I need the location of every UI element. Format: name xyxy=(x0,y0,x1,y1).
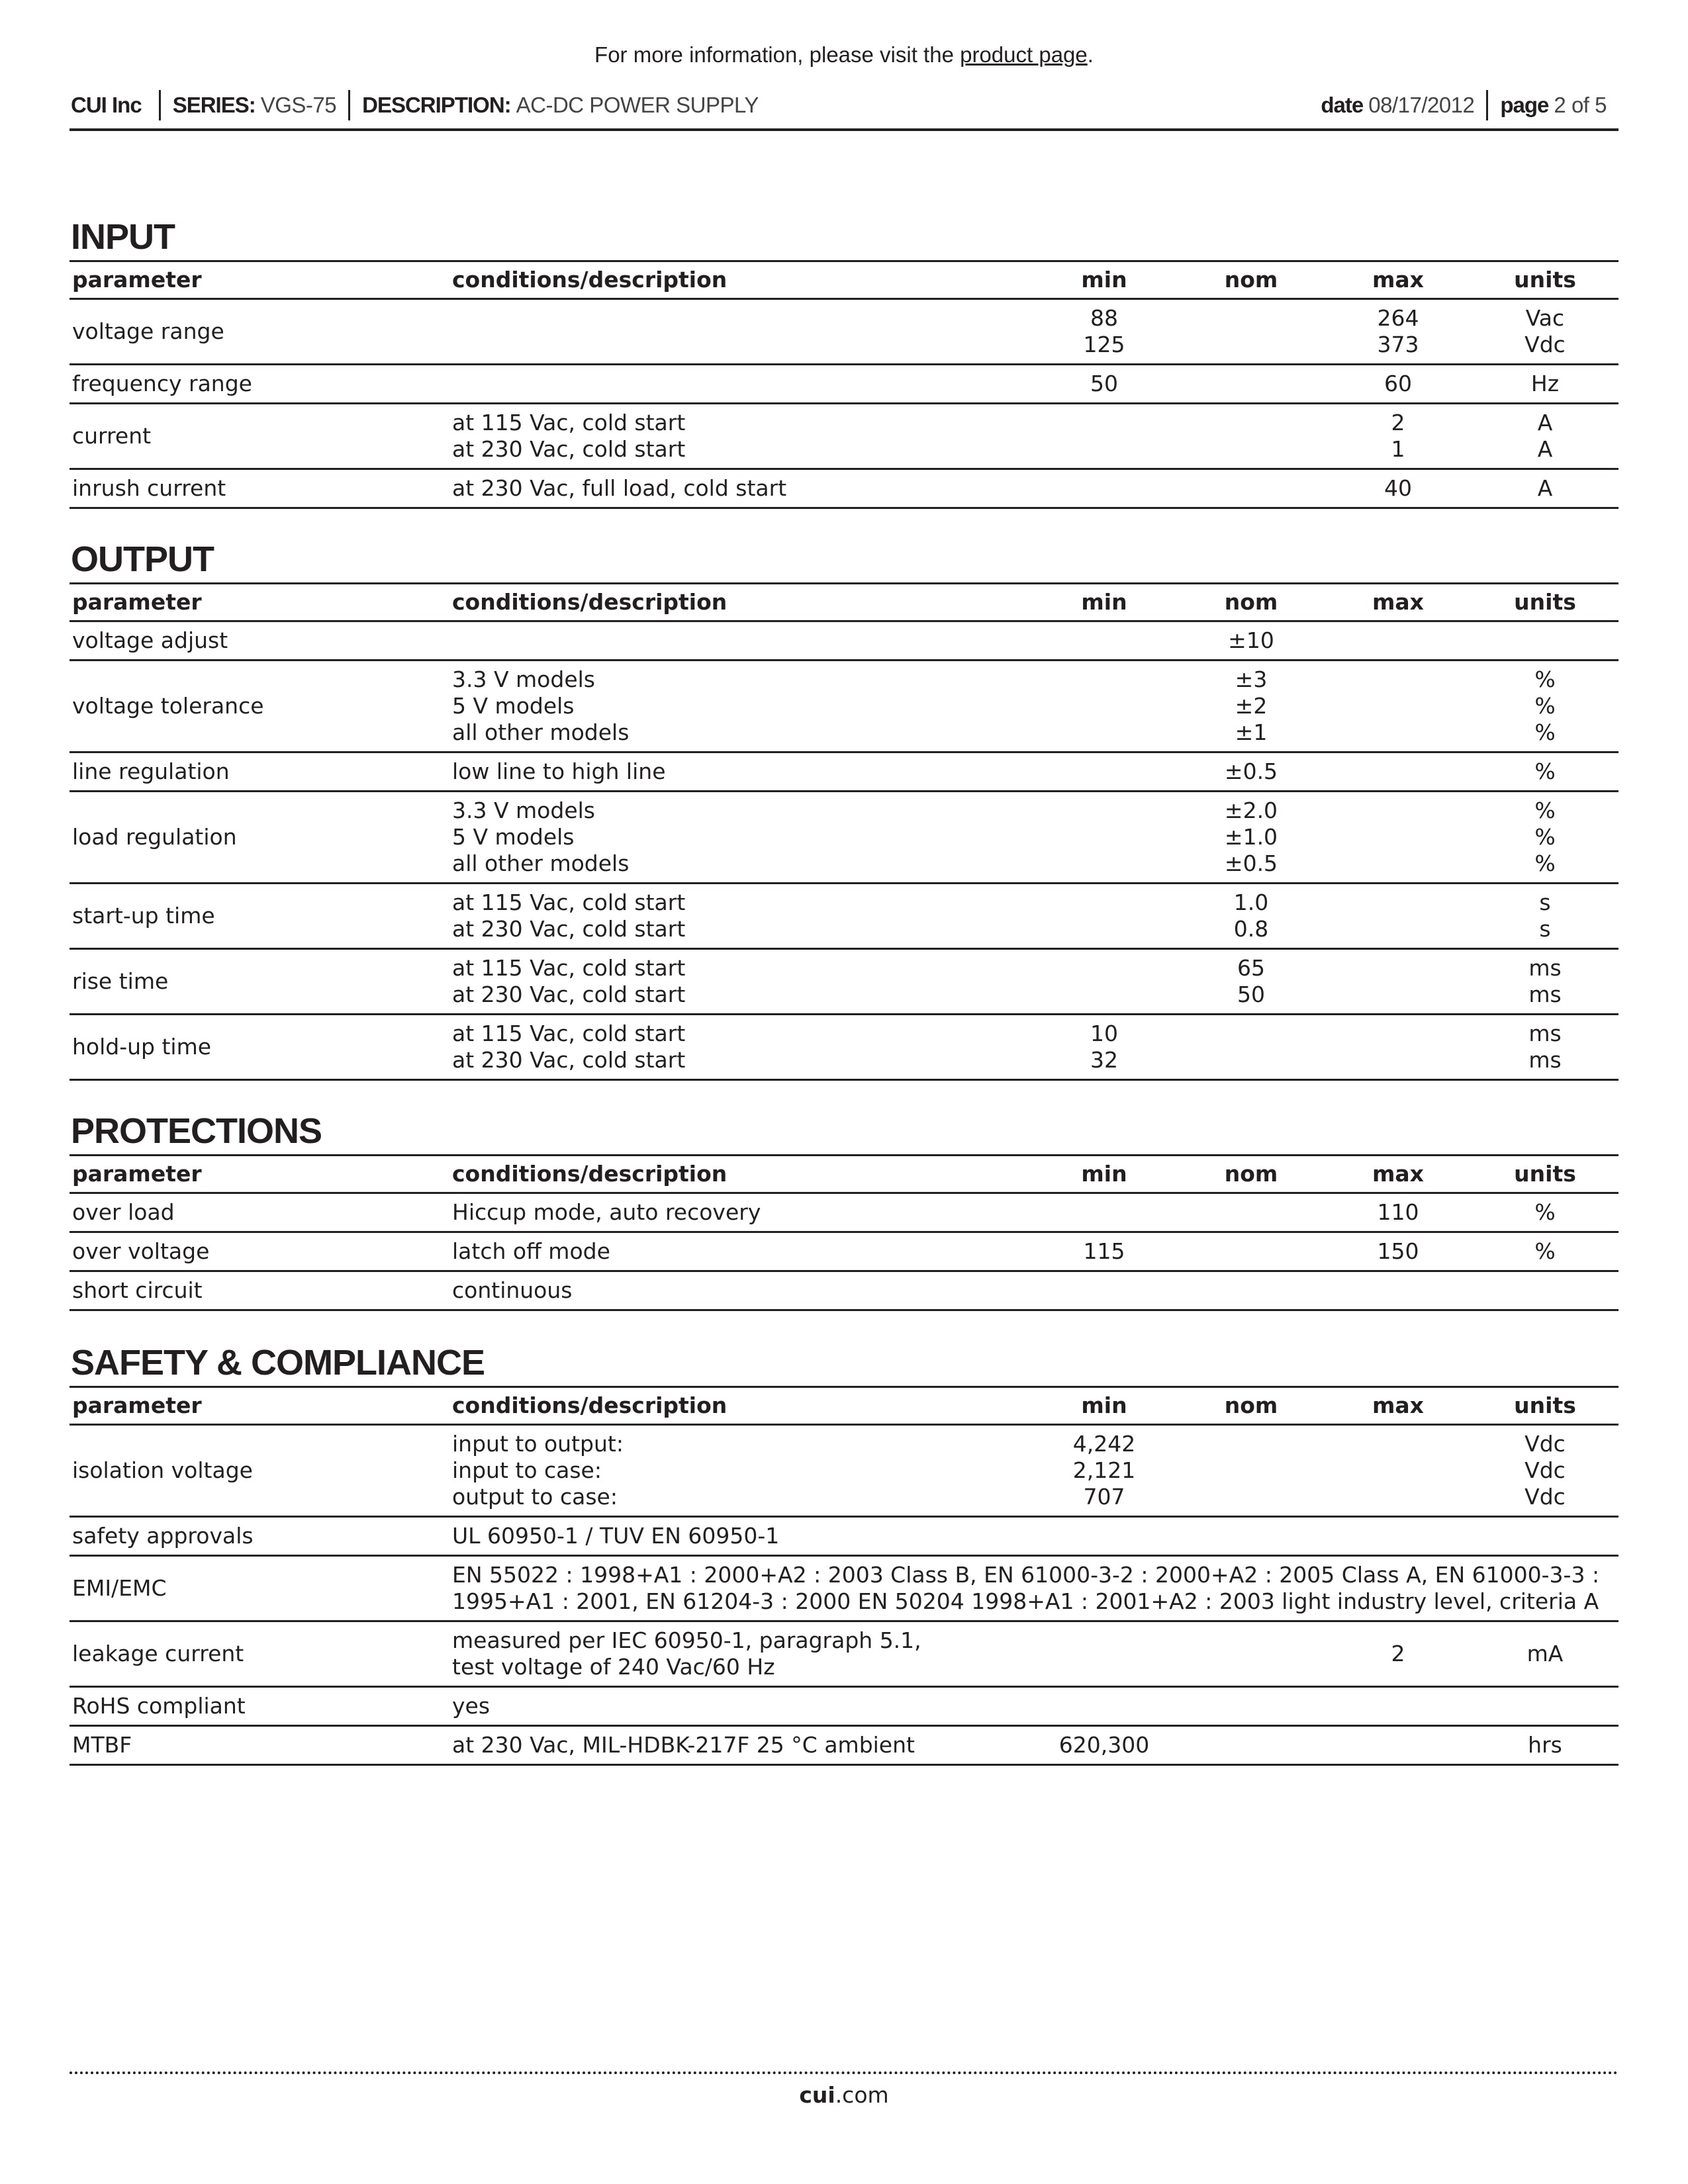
max-cell xyxy=(1325,792,1472,884)
note-text: For more information, please visit the xyxy=(594,42,961,67)
parameter-cell: voltage adjust xyxy=(70,621,449,660)
units-line: % xyxy=(1534,719,1556,745)
column-header-min: min xyxy=(1031,584,1178,621)
parameter-cell: voltage range xyxy=(70,299,449,365)
conditions-cell xyxy=(449,949,1031,1015)
min-cell xyxy=(1031,884,1178,949)
footer-domain: .com xyxy=(835,2082,889,2108)
min-line: 707 xyxy=(1083,1484,1125,1510)
min-cell xyxy=(1031,404,1178,469)
table-row xyxy=(70,1621,1618,1687)
min-cell xyxy=(1031,365,1178,404)
parameter-cell: frequency range xyxy=(70,365,449,404)
parameter-cell: leakage current xyxy=(70,1621,449,1687)
parameter-cell: EMI/EMC xyxy=(70,1556,449,1621)
max-line: 2 xyxy=(1391,1641,1405,1666)
units-line: s xyxy=(1539,889,1551,915)
header-rule xyxy=(70,128,1618,131)
conditions-line: 3.3 V models xyxy=(452,666,595,692)
conditions-line: 5 V models xyxy=(452,824,575,850)
column-header-units: units xyxy=(1472,1387,1618,1425)
conditions-cell xyxy=(449,1556,1618,1621)
column-header-units: units xyxy=(1472,584,1618,621)
nom-cell xyxy=(1178,299,1325,365)
units-cell xyxy=(1472,621,1618,660)
max-cell xyxy=(1325,1621,1472,1687)
nom-line: 65 xyxy=(1237,955,1265,981)
min-cell xyxy=(1031,752,1178,792)
max-cell xyxy=(1325,752,1472,792)
nom-cell xyxy=(1178,792,1325,884)
units-line: % xyxy=(1534,824,1556,850)
conditions-cell xyxy=(449,1687,1031,1726)
column-header-parameter: parameter xyxy=(70,1387,449,1425)
table-row xyxy=(70,660,1618,752)
max-cell xyxy=(1325,469,1472,508)
units-line: Vac xyxy=(1525,305,1565,331)
section-title: PROTECTIONS xyxy=(71,1111,322,1151)
date-value: 08/17/2012 xyxy=(1368,93,1475,117)
column-header-units: units xyxy=(1472,261,1618,299)
column-header-max: max xyxy=(1325,1387,1472,1425)
footer-divider xyxy=(70,2071,1618,2074)
conditions-cell xyxy=(449,792,1031,884)
max-cell xyxy=(1325,949,1472,1015)
units-line: Vdc xyxy=(1524,1484,1566,1510)
units-line: A xyxy=(1537,410,1553,435)
column-header-parameter: parameter xyxy=(70,1156,449,1193)
description-label: DESCRIPTION: xyxy=(362,93,511,117)
column-header-nom: nom xyxy=(1178,1156,1325,1193)
conditions-cell xyxy=(449,752,1031,792)
section-protections xyxy=(70,1111,1618,1311)
max-cell xyxy=(1325,660,1472,752)
nom-line: 50 xyxy=(1237,981,1265,1007)
conditions-cell xyxy=(449,469,1031,508)
max-line: 1 xyxy=(1391,436,1405,462)
parameter-cell: isolation voltage xyxy=(70,1425,449,1517)
section-safety-compliance xyxy=(70,1343,1618,1766)
parameter-cell: current xyxy=(70,404,449,469)
table-row xyxy=(70,1425,1618,1517)
max-cell xyxy=(1325,621,1472,660)
conditions-cell xyxy=(449,884,1031,949)
conditions-cell xyxy=(449,404,1031,469)
units-line: % xyxy=(1534,797,1556,823)
min-line: 50 xyxy=(1090,371,1118,396)
units-cell xyxy=(1472,1193,1618,1232)
min-cell xyxy=(1031,299,1178,365)
nom-cell xyxy=(1178,1271,1325,1310)
parameter-cell: short circuit xyxy=(70,1271,449,1310)
conditions-cell xyxy=(449,621,1031,660)
nom-cell xyxy=(1178,621,1325,660)
conditions-line: measured per IEC 60950-1, paragraph 5.1, xyxy=(452,1627,921,1653)
units-cell xyxy=(1472,1271,1618,1310)
units-line: ms xyxy=(1528,955,1562,981)
nom-line: ±0.5 xyxy=(1224,850,1278,876)
nom-line: ±2 xyxy=(1235,693,1268,719)
nom-cell xyxy=(1178,1687,1325,1726)
column-header-max: max xyxy=(1325,1156,1472,1193)
document-header xyxy=(70,89,1618,122)
conditions-cell xyxy=(449,1015,1031,1080)
table-row xyxy=(70,792,1618,884)
parameter-cell: rise time xyxy=(70,949,449,1015)
nom-cell xyxy=(1178,1425,1325,1517)
column-header-conditions: conditions/description xyxy=(449,261,1031,299)
conditions-line: at 230 Vac, cold start xyxy=(452,1047,686,1073)
page-value: 2 of 5 xyxy=(1554,93,1607,117)
table-header-row xyxy=(70,261,1618,299)
conditions-line: at 115 Vac, cold start xyxy=(452,889,686,915)
conditions-line: UL 60950-1 / TUV EN 60950-1 xyxy=(452,1523,780,1549)
units-cell xyxy=(1472,1232,1618,1271)
parameter-cell: voltage tolerance xyxy=(70,660,449,752)
nom-line: 1.0 xyxy=(1233,889,1269,915)
table-row xyxy=(70,884,1618,949)
min-line: 4,242 xyxy=(1072,1431,1136,1457)
max-cell xyxy=(1325,1232,1472,1271)
max-cell xyxy=(1325,365,1472,404)
table-row xyxy=(70,1271,1618,1310)
units-cell xyxy=(1472,469,1618,508)
conditions-line: continuous xyxy=(452,1277,573,1303)
column-header-conditions: conditions/description xyxy=(449,584,1031,621)
max-line: 264 xyxy=(1377,305,1419,331)
nom-line: 0.8 xyxy=(1233,916,1269,942)
max-cell xyxy=(1325,1687,1472,1726)
max-cell xyxy=(1325,1271,1472,1310)
conditions-line: input to output: xyxy=(452,1431,624,1457)
units-cell xyxy=(1472,1425,1618,1517)
min-cell xyxy=(1031,469,1178,508)
column-header-nom: nom xyxy=(1178,584,1325,621)
units-line: Vdc xyxy=(1524,332,1566,357)
table-row xyxy=(70,299,1618,365)
units-line: % xyxy=(1534,666,1556,692)
min-line: 88 xyxy=(1090,305,1118,331)
series-label: SERIES: xyxy=(172,93,256,117)
units-cell xyxy=(1472,660,1618,752)
parameter-cell: MTBF xyxy=(70,1726,449,1765)
units-cell xyxy=(1472,404,1618,469)
min-cell xyxy=(1031,1517,1178,1556)
spec-table xyxy=(70,1154,1618,1311)
conditions-line: at 230 Vac, full load, cold start xyxy=(452,475,787,501)
description-value: AC-DC POWER SUPPLY xyxy=(516,93,759,117)
column-header-max: max xyxy=(1325,584,1472,621)
min-line: 115 xyxy=(1083,1238,1125,1264)
table-row xyxy=(70,752,1618,792)
min-cell xyxy=(1031,1015,1178,1080)
max-line: 373 xyxy=(1377,332,1419,357)
table-row xyxy=(70,1687,1618,1726)
units-line: Hz xyxy=(1530,371,1560,396)
units-line: A xyxy=(1537,475,1553,501)
section-title: SAFETY & COMPLIANCE xyxy=(71,1343,485,1383)
units-line: % xyxy=(1534,1238,1556,1264)
conditions-cell xyxy=(449,1232,1031,1271)
max-cell xyxy=(1325,1517,1472,1556)
units-line: Vdc xyxy=(1524,1431,1566,1457)
nom-cell xyxy=(1178,660,1325,752)
min-cell xyxy=(1031,1621,1178,1687)
min-cell xyxy=(1031,1271,1178,1310)
conditions-line: at 115 Vac, cold start xyxy=(452,410,686,435)
units-cell xyxy=(1472,1517,1618,1556)
units-line: hrs xyxy=(1528,1732,1562,1758)
units-cell xyxy=(1472,1726,1618,1765)
conditions-line: at 230 Vac, MIL-HDBK-217F 25 °C ambient xyxy=(452,1732,915,1758)
max-line: 150 xyxy=(1377,1238,1419,1264)
min-line: 125 xyxy=(1083,332,1125,357)
column-header-min: min xyxy=(1031,1387,1178,1425)
date xyxy=(1319,90,1486,120)
min-line: 10 xyxy=(1090,1021,1118,1046)
column-header-parameter: parameter xyxy=(70,261,449,299)
conditions-line: at 230 Vac, cold start xyxy=(452,981,686,1007)
nom-line: ±0.5 xyxy=(1224,758,1278,784)
conditions-cell xyxy=(449,1621,1031,1687)
nom-cell xyxy=(1178,884,1325,949)
column-header-nom: nom xyxy=(1178,261,1325,299)
product-page-note xyxy=(0,42,1688,68)
conditions-cell xyxy=(449,1726,1031,1765)
conditions-cell xyxy=(449,660,1031,752)
nom-cell xyxy=(1178,404,1325,469)
nom-line: ±1.0 xyxy=(1224,824,1278,850)
max-cell xyxy=(1325,1193,1472,1232)
section-title: OUTPUT xyxy=(71,539,214,579)
units-line: ms xyxy=(1528,981,1562,1007)
parameter-cell: start-up time xyxy=(70,884,449,949)
table-row xyxy=(70,621,1618,660)
column-header-max: max xyxy=(1325,261,1472,299)
conditions-line: low line to high line xyxy=(452,758,666,784)
column-header-units: units xyxy=(1472,1156,1618,1193)
nom-line: ±3 xyxy=(1235,666,1268,692)
section-title: INPUT xyxy=(71,217,175,257)
column-header-conditions: conditions/description xyxy=(449,1387,1031,1425)
nom-line: ±2.0 xyxy=(1224,797,1278,823)
max-line: 110 xyxy=(1377,1199,1419,1225)
min-cell xyxy=(1031,1687,1178,1726)
parameter-cell: hold-up time xyxy=(70,1015,449,1080)
conditions-line: at 115 Vac, cold start xyxy=(452,955,686,981)
units-line: % xyxy=(1534,1199,1556,1225)
table-row xyxy=(70,1015,1618,1080)
parameter-cell: RoHS compliant xyxy=(70,1687,449,1726)
max-line: 60 xyxy=(1384,371,1412,396)
conditions-line: at 230 Vac, cold start xyxy=(452,436,686,462)
parameter-cell: line regulation xyxy=(70,752,449,792)
max-cell xyxy=(1325,299,1472,365)
table-row xyxy=(70,365,1618,404)
units-cell xyxy=(1472,365,1618,404)
min-cell xyxy=(1031,1193,1178,1232)
conditions-cell xyxy=(449,299,1031,365)
units-line: % xyxy=(1534,693,1556,719)
min-cell xyxy=(1031,949,1178,1015)
min-line: 620,300 xyxy=(1058,1732,1150,1758)
section-input xyxy=(70,217,1618,509)
note-end: . xyxy=(1087,42,1094,67)
conditions-line: 5 V models xyxy=(452,693,575,719)
units-line: % xyxy=(1534,758,1556,784)
min-cell xyxy=(1031,1726,1178,1765)
nom-cell xyxy=(1178,1015,1325,1080)
table-header-row xyxy=(70,584,1618,621)
page-label: page xyxy=(1500,93,1549,117)
column-header-min: min xyxy=(1031,1156,1178,1193)
units-cell xyxy=(1472,1015,1618,1080)
table-row xyxy=(70,1517,1618,1556)
conditions-line: 3.3 V models xyxy=(452,797,595,823)
table-row xyxy=(70,469,1618,508)
spec-table xyxy=(70,1386,1618,1766)
table-row xyxy=(70,1556,1618,1621)
column-header-min: min xyxy=(1031,261,1178,299)
max-cell xyxy=(1325,404,1472,469)
column-header-conditions: conditions/description xyxy=(449,1156,1031,1193)
table-row xyxy=(70,404,1618,469)
parameter-cell: inrush current xyxy=(70,469,449,508)
spec-table xyxy=(70,582,1618,1081)
table-row xyxy=(70,1726,1618,1765)
parameter-cell: over voltage xyxy=(70,1232,449,1271)
conditions-line: test voltage of 240 Vac/60 Hz xyxy=(452,1654,775,1680)
nom-line: ±1 xyxy=(1235,719,1268,745)
nom-cell xyxy=(1178,365,1325,404)
conditions-cell xyxy=(449,1425,1031,1517)
footer-site xyxy=(0,2082,1688,2108)
conditions-cell xyxy=(449,1517,1031,1556)
footer-brand: cui xyxy=(799,2082,835,2108)
table-row xyxy=(70,949,1618,1015)
conditions-line: input to case: xyxy=(452,1457,602,1483)
max-line: 40 xyxy=(1384,475,1412,501)
series-value: VGS-75 xyxy=(260,93,337,117)
conditions-cell xyxy=(449,1193,1031,1232)
spec-table xyxy=(70,260,1618,509)
min-cell xyxy=(1031,1232,1178,1271)
conditions-line: all other models xyxy=(452,850,630,876)
column-header-parameter: parameter xyxy=(70,584,449,621)
min-cell xyxy=(1031,621,1178,660)
conditions-cell xyxy=(449,365,1031,404)
max-cell xyxy=(1325,1726,1472,1765)
parameter-cell: over load xyxy=(70,1193,449,1232)
nom-cell xyxy=(1178,1517,1325,1556)
units-cell xyxy=(1472,884,1618,949)
units-line: ms xyxy=(1528,1047,1562,1073)
conditions-line: EN 55022 : 1998+A1 : 2000+A2 : 2003 Class B, EN 61000-3-2 : 2000+A2 : 2005 Class A, EN 61000-3-3 : 1995+A1 : 2001, EN 61204-3 : 2000 EN 50204 1998+A1 : 2001+A2 : 2003 light industry level, criteria A xyxy=(452,1562,1600,1614)
parameter-cell: load regulation xyxy=(70,792,449,884)
conditions-line: yes xyxy=(452,1693,491,1719)
conditions-cell xyxy=(449,1271,1031,1310)
max-line: 2 xyxy=(1391,410,1405,435)
conditions-line: output to case: xyxy=(452,1484,618,1510)
nom-cell xyxy=(1178,1726,1325,1765)
nom-cell xyxy=(1178,469,1325,508)
nom-line: ±10 xyxy=(1228,627,1274,653)
conditions-line: at 115 Vac, cold start xyxy=(452,1021,686,1046)
units-cell xyxy=(1472,1621,1618,1687)
nom-cell xyxy=(1178,949,1325,1015)
units-cell xyxy=(1472,792,1618,884)
nom-cell xyxy=(1178,1621,1325,1687)
max-cell xyxy=(1325,884,1472,949)
min-cell xyxy=(1031,792,1178,884)
min-line: 32 xyxy=(1090,1047,1118,1073)
conditions-line: latch off mode xyxy=(452,1238,610,1264)
table-row xyxy=(70,1193,1618,1232)
description xyxy=(348,90,771,120)
units-line: ms xyxy=(1528,1021,1562,1046)
min-cell xyxy=(1031,1425,1178,1517)
product-page-link[interactable]: product page xyxy=(960,42,1088,67)
conditions-line: Hiccup mode, auto recovery xyxy=(452,1199,761,1225)
table-header-row xyxy=(70,1156,1618,1193)
company-name xyxy=(70,90,159,120)
min-cell xyxy=(1031,660,1178,752)
parameter-cell: safety approvals xyxy=(70,1517,449,1556)
nom-cell xyxy=(1178,1193,1325,1232)
page-number xyxy=(1486,90,1618,120)
units-line: % xyxy=(1534,850,1556,876)
column-header-nom: nom xyxy=(1178,1387,1325,1425)
units-line: s xyxy=(1539,916,1551,942)
nom-cell xyxy=(1178,1232,1325,1271)
min-line: 2,121 xyxy=(1072,1457,1136,1483)
section-output xyxy=(70,539,1618,1081)
units-cell xyxy=(1472,949,1618,1015)
units-line: A xyxy=(1537,436,1553,462)
units-line: mA xyxy=(1526,1641,1564,1666)
nom-cell xyxy=(1178,752,1325,792)
units-cell xyxy=(1472,752,1618,792)
conditions-line: at 230 Vac, cold start xyxy=(452,916,686,942)
table-header-row xyxy=(70,1387,1618,1425)
units-cell xyxy=(1472,299,1618,365)
conditions-line: all other models xyxy=(452,719,630,745)
max-cell xyxy=(1325,1015,1472,1080)
max-cell xyxy=(1325,1425,1472,1517)
units-cell xyxy=(1472,1687,1618,1726)
date-label: date xyxy=(1321,93,1364,117)
table-row xyxy=(70,1232,1618,1271)
company-label: CUI Inc xyxy=(71,93,142,117)
units-line: Vdc xyxy=(1524,1457,1566,1483)
series xyxy=(159,90,348,120)
